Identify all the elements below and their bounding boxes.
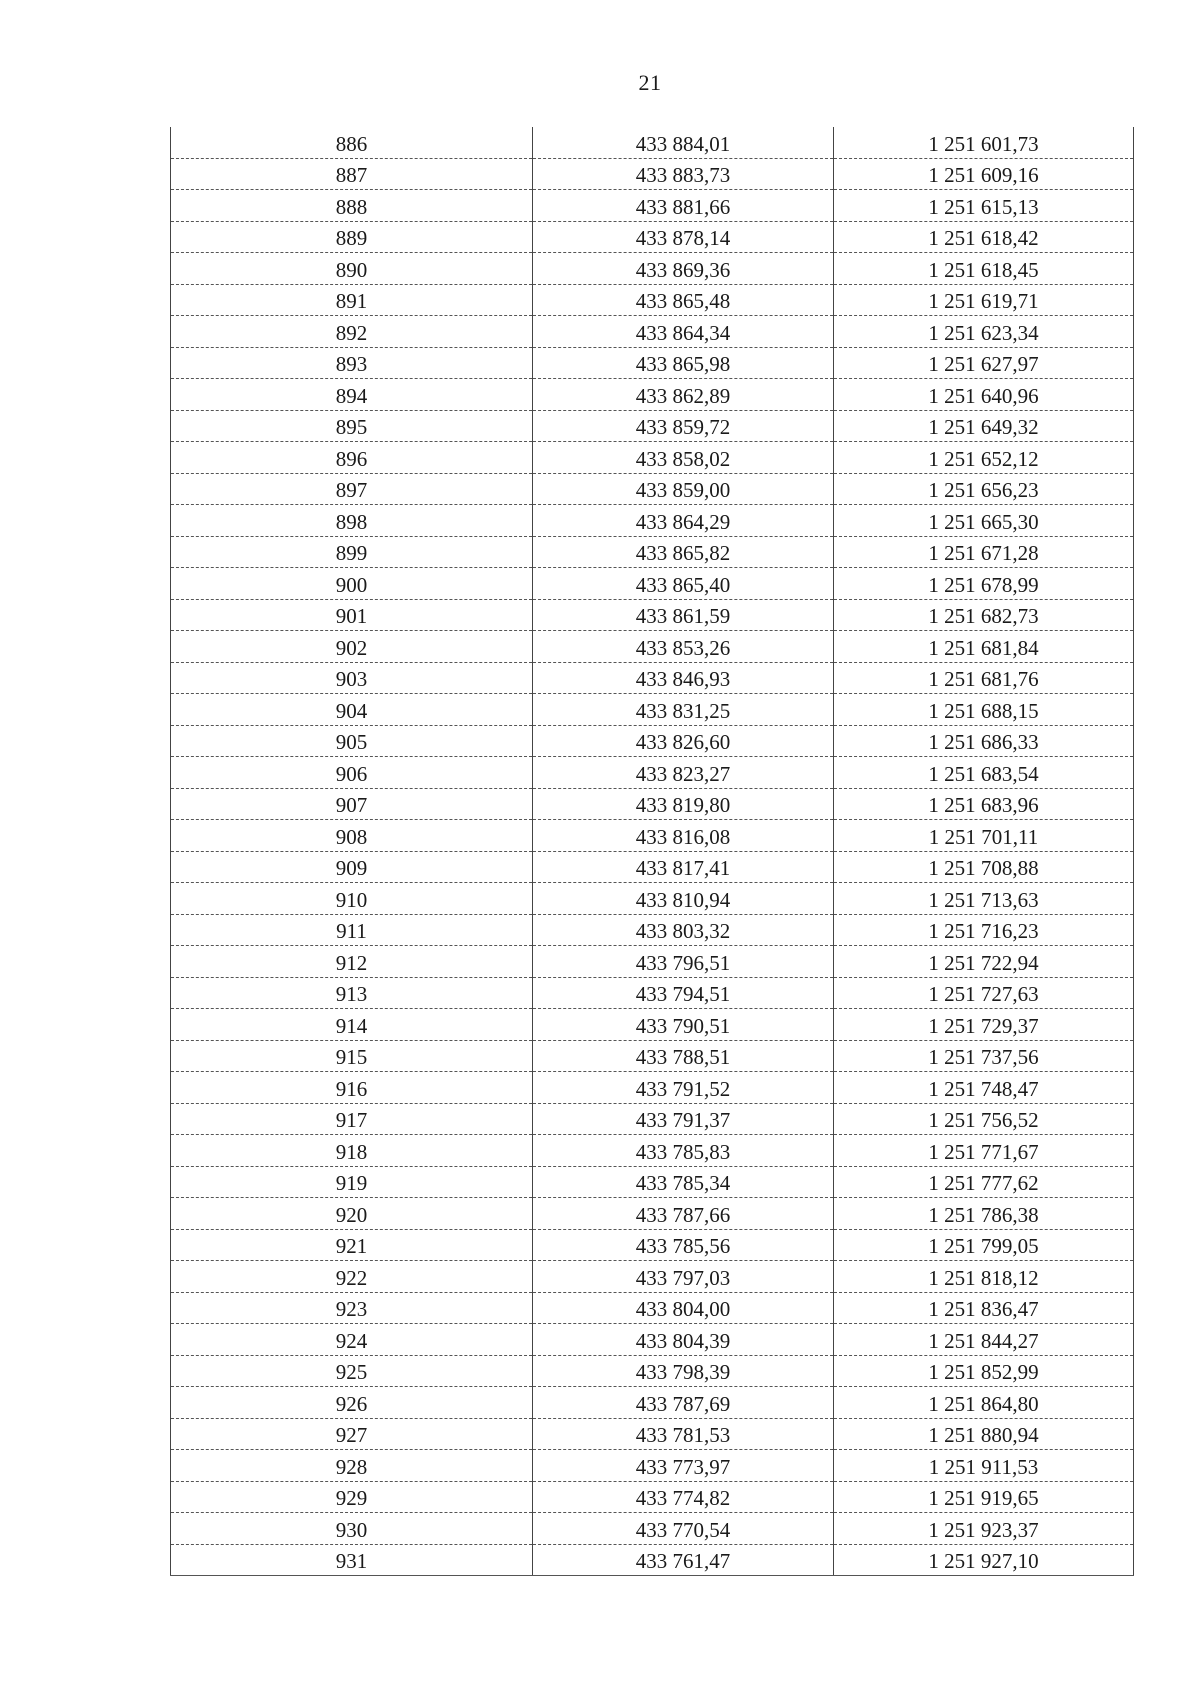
y-coordinate-cell: 1 251 727,63 [834, 977, 1134, 1009]
table-row [171, 158, 1134, 190]
point-number-cell: 925 [171, 1355, 533, 1387]
y-coordinate-cell: 1 251 649,32 [834, 410, 1134, 442]
x-coordinate-cell: 433 797,03 [533, 1261, 834, 1293]
x-coordinate-cell: 433 853,26 [533, 631, 834, 663]
point-number-cell: 921 [171, 1229, 533, 1261]
y-coordinate-cell: 1 251 713,63 [834, 883, 1134, 915]
point-number-cell: 912 [171, 946, 533, 978]
point-number-cell: 887 [171, 158, 533, 190]
x-coordinate-cell: 433 810,94 [533, 883, 834, 915]
table-row [171, 788, 1134, 820]
x-coordinate-cell: 433 816,08 [533, 820, 834, 852]
x-coordinate-cell: 433 865,40 [533, 568, 834, 600]
table-row [171, 1198, 1134, 1230]
table-row [171, 757, 1134, 789]
x-coordinate-cell: 433 796,51 [533, 946, 834, 978]
table-row [171, 725, 1134, 757]
x-coordinate-cell: 433 791,52 [533, 1072, 834, 1104]
coordinates-table-body [171, 127, 1134, 1576]
x-coordinate-cell: 433 883,73 [533, 158, 834, 190]
x-coordinate-cell: 433 861,59 [533, 599, 834, 631]
y-coordinate-cell: 1 251 722,94 [834, 946, 1134, 978]
y-coordinate-cell: 1 251 927,10 [834, 1544, 1134, 1576]
table-row [171, 1135, 1134, 1167]
table-row [171, 410, 1134, 442]
table-row [171, 442, 1134, 474]
y-coordinate-cell: 1 251 919,65 [834, 1481, 1134, 1513]
point-number-cell: 914 [171, 1009, 533, 1041]
x-coordinate-cell: 433 823,27 [533, 757, 834, 789]
x-coordinate-cell: 433 788,51 [533, 1040, 834, 1072]
point-number-cell: 895 [171, 410, 533, 442]
y-coordinate-cell: 1 251 864,80 [834, 1387, 1134, 1419]
table-row [171, 1418, 1134, 1450]
x-coordinate-cell: 433 826,60 [533, 725, 834, 757]
x-coordinate-cell: 433 859,00 [533, 473, 834, 505]
y-coordinate-cell: 1 251 619,71 [834, 284, 1134, 316]
x-coordinate-cell: 433 858,02 [533, 442, 834, 474]
x-coordinate-cell: 433 794,51 [533, 977, 834, 1009]
point-number-cell: 890 [171, 253, 533, 285]
point-number-cell: 910 [171, 883, 533, 915]
point-number-cell: 911 [171, 914, 533, 946]
table-row [171, 1040, 1134, 1072]
table-row [171, 1324, 1134, 1356]
point-number-cell: 906 [171, 757, 533, 789]
y-coordinate-cell: 1 251 681,84 [834, 631, 1134, 663]
point-number-cell: 904 [171, 694, 533, 726]
table-row [171, 473, 1134, 505]
table-row [171, 379, 1134, 411]
point-number-cell: 926 [171, 1387, 533, 1419]
point-number-cell: 897 [171, 473, 533, 505]
x-coordinate-cell: 433 865,82 [533, 536, 834, 568]
table-row [171, 1166, 1134, 1198]
x-coordinate-cell: 433 846,93 [533, 662, 834, 694]
x-coordinate-cell: 433 774,82 [533, 1481, 834, 1513]
x-coordinate-cell: 433 773,97 [533, 1450, 834, 1482]
table-row [171, 631, 1134, 663]
point-number-cell: 916 [171, 1072, 533, 1104]
x-coordinate-cell: 433 785,34 [533, 1166, 834, 1198]
y-coordinate-cell: 1 251 777,62 [834, 1166, 1134, 1198]
y-coordinate-cell: 1 251 701,11 [834, 820, 1134, 852]
y-coordinate-cell: 1 251 656,23 [834, 473, 1134, 505]
point-number-cell: 929 [171, 1481, 533, 1513]
table-row [171, 505, 1134, 537]
y-coordinate-cell: 1 251 852,99 [834, 1355, 1134, 1387]
y-coordinate-cell: 1 251 671,28 [834, 536, 1134, 568]
table-row [171, 1072, 1134, 1104]
point-number-cell: 909 [171, 851, 533, 883]
point-number-cell: 924 [171, 1324, 533, 1356]
y-coordinate-cell: 1 251 818,12 [834, 1261, 1134, 1293]
point-number-cell: 893 [171, 347, 533, 379]
y-coordinate-cell: 1 251 844,27 [834, 1324, 1134, 1356]
x-coordinate-cell: 433 884,01 [533, 127, 834, 158]
y-coordinate-cell: 1 251 682,73 [834, 599, 1134, 631]
table-row [171, 1513, 1134, 1545]
table-row [171, 662, 1134, 694]
x-coordinate-cell: 433 770,54 [533, 1513, 834, 1545]
page-number: 21 [638, 70, 662, 95]
x-coordinate-cell: 433 831,25 [533, 694, 834, 726]
y-coordinate-cell: 1 251 609,16 [834, 158, 1134, 190]
table-row [171, 914, 1134, 946]
point-number-cell: 905 [171, 725, 533, 757]
table-row [171, 1103, 1134, 1135]
x-coordinate-cell: 433 785,56 [533, 1229, 834, 1261]
y-coordinate-cell: 1 251 601,73 [834, 127, 1134, 158]
point-number-cell: 919 [171, 1166, 533, 1198]
y-coordinate-cell: 1 251 681,76 [834, 662, 1134, 694]
x-coordinate-cell: 433 864,29 [533, 505, 834, 537]
y-coordinate-cell: 1 251 880,94 [834, 1418, 1134, 1450]
y-coordinate-cell: 1 251 688,15 [834, 694, 1134, 726]
table-row [171, 127, 1134, 158]
x-coordinate-cell: 433 878,14 [533, 221, 834, 253]
point-number-cell: 896 [171, 442, 533, 474]
point-number-cell: 903 [171, 662, 533, 694]
y-coordinate-cell: 1 251 623,34 [834, 316, 1134, 348]
table-row [171, 316, 1134, 348]
x-coordinate-cell: 433 817,41 [533, 851, 834, 883]
table-row [171, 1450, 1134, 1482]
point-number-cell: 913 [171, 977, 533, 1009]
y-coordinate-cell: 1 251 652,12 [834, 442, 1134, 474]
y-coordinate-cell: 1 251 756,52 [834, 1103, 1134, 1135]
table-row [171, 1544, 1134, 1576]
x-coordinate-cell: 433 787,66 [533, 1198, 834, 1230]
table-row [171, 284, 1134, 316]
y-coordinate-cell: 1 251 799,05 [834, 1229, 1134, 1261]
point-number-cell: 930 [171, 1513, 533, 1545]
point-number-cell: 902 [171, 631, 533, 663]
table-row [171, 1355, 1134, 1387]
table-row [171, 221, 1134, 253]
y-coordinate-cell: 1 251 618,45 [834, 253, 1134, 285]
table-row [171, 599, 1134, 631]
point-number-cell: 931 [171, 1544, 533, 1576]
y-coordinate-cell: 1 251 708,88 [834, 851, 1134, 883]
table-row [171, 1481, 1134, 1513]
point-number-cell: 915 [171, 1040, 533, 1072]
point-number-cell: 923 [171, 1292, 533, 1324]
point-number-cell: 928 [171, 1450, 533, 1482]
y-coordinate-cell: 1 251 923,37 [834, 1513, 1134, 1545]
x-coordinate-cell: 433 859,72 [533, 410, 834, 442]
y-coordinate-cell: 1 251 618,42 [834, 221, 1134, 253]
point-number-cell: 891 [171, 284, 533, 316]
x-coordinate-cell: 433 804,00 [533, 1292, 834, 1324]
x-coordinate-cell: 433 790,51 [533, 1009, 834, 1041]
table-row [171, 568, 1134, 600]
point-number-cell: 900 [171, 568, 533, 600]
point-number-cell: 899 [171, 536, 533, 568]
table-row [171, 820, 1134, 852]
point-number-cell: 908 [171, 820, 533, 852]
table-row [171, 1261, 1134, 1293]
table-row [171, 946, 1134, 978]
y-coordinate-cell: 1 251 678,99 [834, 568, 1134, 600]
point-number-cell: 918 [171, 1135, 533, 1167]
point-number-cell: 894 [171, 379, 533, 411]
point-number-cell: 901 [171, 599, 533, 631]
point-number-cell: 917 [171, 1103, 533, 1135]
y-coordinate-cell: 1 251 716,23 [834, 914, 1134, 946]
y-coordinate-cell: 1 251 836,47 [834, 1292, 1134, 1324]
x-coordinate-cell: 433 787,69 [533, 1387, 834, 1419]
table-row [171, 1009, 1134, 1041]
x-coordinate-cell: 433 819,80 [533, 788, 834, 820]
x-coordinate-cell: 433 791,37 [533, 1103, 834, 1135]
y-coordinate-cell: 1 251 729,37 [834, 1009, 1134, 1041]
x-coordinate-cell: 433 865,48 [533, 284, 834, 316]
table-row [171, 1229, 1134, 1261]
x-coordinate-cell: 433 804,39 [533, 1324, 834, 1356]
y-coordinate-cell: 1 251 683,96 [834, 788, 1134, 820]
coordinates-table [170, 127, 1134, 1576]
point-number-cell: 907 [171, 788, 533, 820]
table-row [171, 1292, 1134, 1324]
table-row [171, 851, 1134, 883]
y-coordinate-cell: 1 251 627,97 [834, 347, 1134, 379]
table-row [171, 190, 1134, 222]
point-number-cell: 920 [171, 1198, 533, 1230]
y-coordinate-cell: 1 251 665,30 [834, 505, 1134, 537]
point-number-cell: 922 [171, 1261, 533, 1293]
y-coordinate-cell: 1 251 686,33 [834, 725, 1134, 757]
x-coordinate-cell: 433 864,34 [533, 316, 834, 348]
y-coordinate-cell: 1 251 683,54 [834, 757, 1134, 789]
x-coordinate-cell: 433 803,32 [533, 914, 834, 946]
x-coordinate-cell: 433 865,98 [533, 347, 834, 379]
y-coordinate-cell: 1 251 615,13 [834, 190, 1134, 222]
point-number-cell: 888 [171, 190, 533, 222]
y-coordinate-cell: 1 251 748,47 [834, 1072, 1134, 1104]
y-coordinate-cell: 1 251 786,38 [834, 1198, 1134, 1230]
y-coordinate-cell: 1 251 911,53 [834, 1450, 1134, 1482]
point-number-cell: 889 [171, 221, 533, 253]
table-row [171, 883, 1134, 915]
y-coordinate-cell: 1 251 737,56 [834, 1040, 1134, 1072]
point-number-cell: 886 [171, 127, 533, 158]
table-row [171, 536, 1134, 568]
table-row [171, 347, 1134, 379]
table-row [171, 1387, 1134, 1419]
point-number-cell: 927 [171, 1418, 533, 1450]
table-row [171, 694, 1134, 726]
x-coordinate-cell: 433 781,53 [533, 1418, 834, 1450]
y-coordinate-cell: 1 251 640,96 [834, 379, 1134, 411]
point-number-cell: 892 [171, 316, 533, 348]
x-coordinate-cell: 433 798,39 [533, 1355, 834, 1387]
point-number-cell: 898 [171, 505, 533, 537]
y-coordinate-cell: 1 251 771,67 [834, 1135, 1134, 1167]
x-coordinate-cell: 433 869,36 [533, 253, 834, 285]
x-coordinate-cell: 433 881,66 [533, 190, 834, 222]
x-coordinate-cell: 433 785,83 [533, 1135, 834, 1167]
table-row [171, 253, 1134, 285]
x-coordinate-cell: 433 862,89 [533, 379, 834, 411]
x-coordinate-cell: 433 761,47 [533, 1544, 834, 1576]
table-row [171, 977, 1134, 1009]
